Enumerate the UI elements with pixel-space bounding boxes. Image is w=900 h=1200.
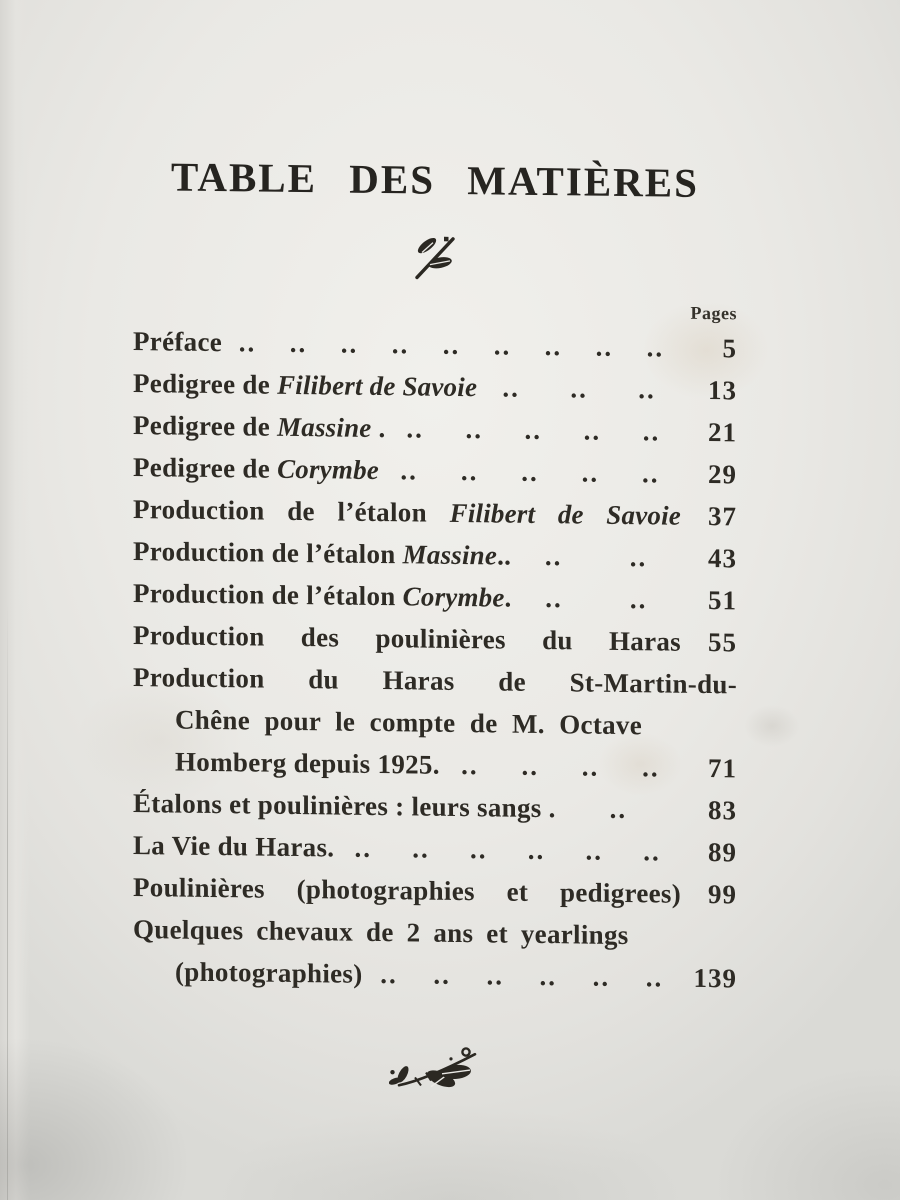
entry-label: Poulinières (photographies et pedigrees): [133, 872, 681, 909]
entry-label: Production de l’étalon: [133, 536, 403, 570]
page-number: 51: [708, 585, 737, 616]
toc-entry-production-corymbe: [133, 572, 737, 621]
entry-label: Préface: [133, 326, 223, 358]
page-number: 37: [708, 501, 737, 532]
toc-entries: [133, 320, 737, 999]
page-number: 71: [708, 753, 737, 784]
entry-label: Production de l’étalon: [133, 494, 450, 528]
twig-ornament-icon: [133, 228, 737, 285]
page-number: 83: [708, 795, 737, 826]
toc-entry-pedigree-filibert: [133, 362, 737, 411]
toc-entry-vie-du-haras: [133, 824, 737, 873]
entry-label: (photographies): [175, 956, 363, 989]
page-number: 13: [708, 375, 737, 406]
entry-label: La Vie du Haras.: [133, 830, 335, 863]
horse-name: Corymbe: [402, 581, 505, 613]
entry-label: Pedigree de: [133, 452, 278, 484]
toc-entry-pedigree-corymbe: [133, 446, 737, 495]
toc-entry-chevaux-line1: [133, 908, 737, 957]
horse-name: Filibert de Savoie: [449, 497, 681, 531]
page-number: 21: [708, 417, 737, 448]
entry-label-post: .: [504, 582, 512, 613]
page-number: 55: [708, 627, 737, 658]
toc-entry-production-massine: [133, 530, 737, 579]
page-number: 99: [708, 879, 737, 910]
toc-entry-poulinieres-haras: [133, 614, 737, 663]
toc-entry-st-martin-line1: [133, 656, 737, 705]
entry-label-post: ..: [497, 540, 512, 571]
toc-entry-chevaux-line2: [133, 950, 737, 999]
leader-dots: .. .. .. .. .. ..: [354, 832, 661, 867]
entry-label: Étalons et poulinières : leurs sangs .: [133, 788, 556, 824]
page-number: 89: [708, 837, 737, 868]
page-edge: [7, 600, 8, 1200]
toc-entry-st-martin-line3: [133, 740, 737, 789]
horse-name: Corymbe: [277, 453, 379, 486]
leader-dots: .. .. .. .. ..: [400, 455, 660, 489]
entry-label: Pedigree de: [133, 410, 278, 442]
entry-label: Production du Haras de St-Martin-du-: [133, 662, 737, 700]
entry-label: Homberg depuis 1925.: [175, 746, 440, 780]
table-of-contents: [133, 150, 737, 1099]
entry-label: Production de l’étalon: [133, 578, 403, 612]
toc-entry-preface: [133, 320, 737, 369]
toc-entry-production-filibert: [133, 488, 737, 537]
page-number: 29: [708, 459, 737, 490]
leader-dots: .. .. .. ..: [461, 750, 660, 783]
entry-label: Quelques chevaux de 2 ans et yearlings: [133, 914, 629, 951]
horse-name: Massine: [277, 411, 372, 443]
leader-dots: .. .. ..: [502, 372, 656, 405]
page-title: TABLE DES MATIÈRES: [171, 153, 699, 206]
leader-dots: .. .. .. .. .. .. .. .. ..: [238, 327, 665, 363]
toc-entry-pedigree-massine: [133, 404, 737, 453]
toc-entry-etalons-sangs: [133, 782, 737, 831]
horse-name: Massine: [402, 539, 498, 571]
page-number: 139: [693, 962, 737, 994]
toc-entry-st-martin-line2: [133, 698, 737, 747]
page-number: 5: [722, 333, 737, 364]
leader-dots: .. ..: [544, 541, 648, 573]
branch-ornament-icon: [133, 1038, 737, 1099]
leader-dots: .. ..: [545, 583, 648, 615]
page-number: 43: [708, 543, 737, 574]
leader-dots: .. .. .. .. .. ..: [380, 959, 664, 993]
entry-label: Chêne pour le compte de M. Octave: [175, 704, 642, 741]
leader-dots: ..: [609, 793, 628, 825]
toc-entry-poulinieres-photos: [133, 866, 737, 915]
pages-column-header: Pages: [690, 302, 737, 324]
horse-name: Filibert de Savoie: [277, 369, 478, 403]
leader-dots: .. .. .. .. ..: [406, 413, 661, 447]
entry-label-post: .: [371, 412, 386, 444]
entry-label: Production des poulinières du Haras: [133, 620, 681, 657]
entry-label: Pedigree de: [133, 368, 278, 400]
